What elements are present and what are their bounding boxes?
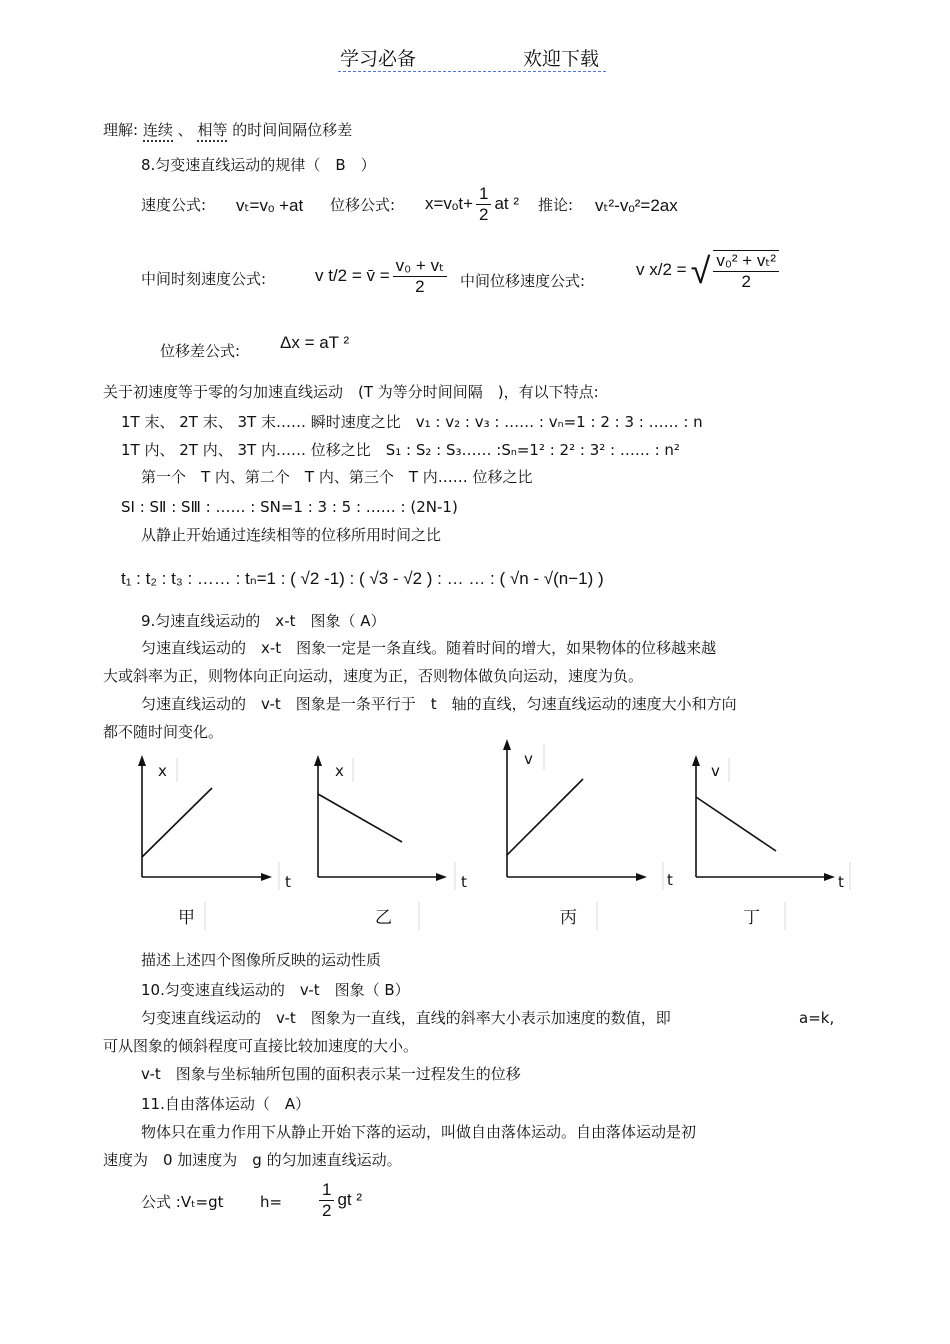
s11-h-fraction (319, 1180, 334, 1220)
sqrt-icon: √ (690, 249, 711, 291)
displacement-formula (425, 184, 519, 224)
s9-p2b: 都不随时间变化。 (103, 723, 224, 741)
zero-init-line1: 1T 末、 2T 末、 3T 末…… 瞬时速度之比 v₁ : v₂ : v₃ : …… : vₙ=1 : 2 : 3 : …… : n (121, 413, 703, 431)
graph-bing-y-arrow-icon (503, 739, 511, 750)
mid-time-numerator: v₀ + vₜ (393, 256, 447, 277)
mid-disp-fraction (713, 250, 779, 291)
half-fraction (476, 184, 491, 224)
s10-title: 10.匀变速直线运动的 v-t 图象（ B） (141, 981, 410, 999)
mid-disp-numerator: v₀² + vₜ² (713, 251, 779, 272)
graph-jia-ylabel: x (158, 762, 167, 780)
zero-init-line3: 第一个 T 内、第二个 T 内、第三个 T 内…… 位移之比 (141, 468, 533, 486)
graph-jia-xlabel: t (285, 873, 291, 891)
half-numerator: 1 (476, 184, 491, 205)
graph-ding-x-arrow-icon (824, 873, 835, 881)
graph-bing-caption: 丙 (560, 908, 577, 928)
mid-disp-lhs: v x/2 = (636, 260, 687, 280)
understanding-prefix: 理解: (103, 121, 139, 139)
s10-p1a: 匀变速直线运动的 v-t 图象为一直线，直线的斜率大小表示加速度的数值，即 (141, 1009, 671, 1027)
inference-formula: vₜ²-vₒ²=2ax (595, 196, 678, 215)
diff-label: 位移差公式: (160, 342, 241, 360)
s11-h-formula (316, 1180, 362, 1220)
graph-bing-line (507, 779, 583, 855)
graph-yi-group (314, 755, 447, 881)
graph-yi-x-arrow-icon (436, 873, 447, 881)
s11-h-numerator: 1 (319, 1180, 334, 1201)
graph-label-frames (177, 744, 850, 930)
s11-title: 11.自由落体运动（ A） (141, 1095, 311, 1113)
understanding-rest: 的时间间隔位移差 (232, 121, 353, 139)
zero-init-intro: 关于初速度等于零的匀加速直线运动 (T 为等分时间间隔 )，有以下特点: (103, 383, 599, 401)
understanding-sep: 、 (177, 121, 193, 139)
s9-p1b: 大或斜率为正，则物体向正向运动，速度为正，否则物体做负向运动，速度为负。 (103, 667, 644, 685)
understanding-word-equal: 相等 (197, 121, 227, 142)
s9-p1a: 匀速直线运动的 x-t 图象一定是一条直线。随着时间的增大，如果物体的位移越来越 (141, 639, 717, 657)
zero-init-line6: t₁ : t₂ : t₃ : …… : tₙ=1 : ( √2 -1) : ( √3 - √2 ) : … … : ( √n - √(n−1) ) (121, 569, 604, 588)
graph-ding-line (696, 797, 776, 851)
graph-yi-line (318, 794, 402, 842)
graph-ding-caption: 丁 (743, 908, 760, 928)
s11-formula-label: 公式 :Vₜ=gt (141, 1193, 224, 1211)
zero-init-line4: SⅠ : SⅡ : SⅢ : …… : SN=1 : 3 : 5 : …… : (2N-1) (121, 498, 458, 516)
mid-time-fraction (393, 256, 447, 296)
speed-label: 速度公式: (141, 196, 207, 214)
displacement-rhs: at ² (494, 193, 520, 213)
diff-formula: Δx = aT ² (280, 333, 350, 352)
zero-init-line5: 从静止开始通过连续相等的位移所用时间之比 (141, 526, 442, 544)
graph-jia-line (142, 788, 212, 857)
graph-jia-y-arrow-icon (138, 755, 146, 766)
mid-disp-denominator: 2 (741, 271, 751, 291)
graph-yi-y-arrow-icon (314, 755, 322, 766)
zero-init-line2: 1T 内、 2T 内、 3T 内…… 位移之比 S₁ : S₂ : S₃…… :Sₙ=1² : 2² : 3² : …… : n² (121, 441, 680, 459)
mid-time-label: 中间时刻速度公式: (141, 270, 267, 288)
graph-yi-caption: 乙 (375, 908, 392, 928)
mid-disp-formula (636, 250, 782, 291)
mid-time-denominator: 2 (415, 276, 425, 296)
graph-bing-xlabel: t (667, 871, 673, 889)
s11-p1a: 物体只在重力作用下从静止开始下落的运动，叫做自由落体运动。自由落体运动是初 (141, 1123, 697, 1141)
mid-time-formula (315, 256, 450, 296)
mid-disp-label: 中间位移速度公式: (460, 272, 586, 290)
speed-formula: vₜ=vₒ +at (236, 196, 304, 215)
inference-label: 推论: (538, 196, 574, 214)
graph-ding-xlabel: t (838, 873, 844, 891)
understanding-line (103, 121, 352, 139)
graph-ding-ylabel: v (711, 762, 720, 780)
s11-p1b: 速度为 0 加速度为 g 的匀加速直线运动。 (103, 1151, 402, 1169)
understanding-word-continuous: 连续 (143, 121, 173, 142)
graph-bing-ylabel: v (524, 750, 533, 768)
graph-bing-x-arrow-icon (636, 873, 647, 881)
s10-p1b: 可从图象的倾斜程度可直接比较加速度的大小。 (103, 1037, 419, 1055)
s11-h-label: h= (260, 1193, 283, 1211)
graph-ding-y-arrow-icon (692, 755, 700, 766)
half-denominator: 2 (479, 204, 489, 224)
s10-p2: v-t 图象与坐标轴所包围的面积表示某一过程发生的位移 (141, 1065, 521, 1083)
displacement-lhs: x=vₒt+ (425, 193, 473, 213)
s11-h-rhs: gt ² (337, 1189, 363, 1209)
s9-title: 9.匀速直线运动的 x-t 图象（ A） (141, 612, 386, 630)
header-left: 学习必备 (340, 48, 417, 70)
header-right: 欢迎下载 (523, 48, 600, 70)
graph-yi-xlabel: t (461, 873, 467, 891)
mid-time-lhs: v t/2 = v̄ = (315, 265, 390, 285)
s9-p2a: 匀速直线运动的 v-t 图象是一条平行于 t 轴的直线，匀速直线运动的速度大小和方向 (141, 695, 737, 713)
s8-title: 8.匀变速直线运动的规律（ B ） (141, 156, 376, 174)
s11-h-denominator: 2 (322, 1200, 332, 1220)
describe-line: 描述上述四个图像所反映的运动性质 (141, 951, 382, 969)
header-divider (338, 71, 606, 72)
displacement-label: 位移公式: (330, 196, 396, 214)
graph-jia-caption: 甲 (178, 908, 195, 928)
s10-p1a-right: a=k, (799, 1009, 835, 1027)
graph-yi-ylabel: x (335, 762, 344, 780)
graph-jia-x-arrow-icon (261, 873, 272, 881)
